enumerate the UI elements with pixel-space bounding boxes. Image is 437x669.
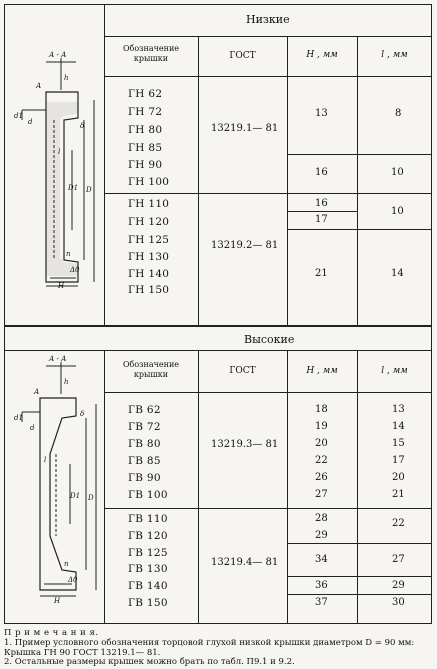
low-col-divider [357,36,358,326]
low-designation: ГН 85 [128,142,163,154]
drawing-section-label: А - А [49,355,67,363]
low-designation: ГН 100 [128,176,170,188]
high-gost-value: 13219.4— 81 [211,557,279,568]
drawing-label-D: D [86,186,92,194]
drawing-label-l: l [58,148,61,156]
high-designation: ГВ 130 [128,563,168,575]
low-gost-value: 13219.2— 81 [211,240,279,251]
high-designation: ГВ 140 [128,580,168,592]
drawing-label-a: А [36,82,42,90]
high-sub-rule [287,594,357,595]
high-designation: ГВ 100 [128,489,168,501]
high-h-value: 27 [315,489,328,500]
low-header-rule [104,76,432,77]
high-col-divider [357,350,358,624]
high-group-rule [104,508,432,509]
low-h-value: 16 [315,198,328,209]
low-l-value: 10 [391,206,404,217]
high-section-title: Высокие [244,333,295,346]
low-sub-rule [287,211,357,212]
low-designation: ГН 125 [128,234,170,246]
high-h-value: 28 [315,513,328,524]
notes-line-1: 1. Пример условного обозначения торцовой глухой низкой крышки диаметром D = 90 мм: [4,638,415,648]
low-gost-value: 13219.1— 81 [211,123,279,134]
high-designation: ГВ 85 [128,455,161,467]
high-l-value: 30 [392,597,405,608]
low-cover-drawing [6,50,106,290]
drawing-label-D1: D1 [70,492,81,500]
low-designation: ГН 140 [128,268,170,280]
high-designation: ГВ 90 [128,472,161,484]
high-col-divider [198,350,199,624]
high-l-value: 14 [392,421,405,432]
drawing-label-delta: δ [80,410,85,418]
high-designation: ГВ 62 [128,404,161,416]
drawing-label-d: d [30,424,35,432]
low-header-gost: ГОСТ [229,51,256,61]
high-designation: ГВ 72 [128,421,161,433]
low-col-divider [287,36,288,326]
drawing-label-delta: δ [80,122,85,130]
high-l-value: 20 [392,472,405,483]
low-designation: ГН 72 [128,106,163,118]
high-header-rule [104,392,432,393]
low-l-value: 8 [395,108,402,119]
drawing-label-D1: D1 [68,184,79,192]
drawing-label-h: h [64,74,69,82]
low-l-value: 10 [391,167,404,178]
high-sub-rule [357,576,432,577]
high-designation: ГВ 120 [128,530,168,542]
low-designation: ГН 120 [128,216,170,228]
high-h-value: 20 [315,438,328,449]
low-header-h: H , мм [306,50,338,60]
low-h-value: 13 [315,108,328,119]
drawing-label-d1: d1 [14,414,23,422]
low-h-value: 17 [315,214,328,225]
drawing-label-a: А [34,388,40,396]
high-sub-rule [287,543,357,544]
notes-line-2: Крышка ГН 90 ГОСТ 13219.1— 81. [4,648,161,658]
high-h-value: 29 [315,530,328,541]
low-l-value: 14 [391,268,404,279]
low-designation: ГН 62 [128,88,163,100]
high-col-divider [287,350,288,624]
high-designation: ГВ 150 [128,597,168,609]
high-l-value: 13 [392,404,405,415]
high-designation: ГВ 125 [128,547,168,559]
high-cover-drawing [6,354,106,604]
low-h-value: 21 [315,268,328,279]
high-header-gost: ГОСТ [229,366,256,376]
low-header-designation: Обозначение крышки [122,44,180,63]
low-title-rule [104,36,432,37]
high-designation: ГВ 80 [128,438,161,450]
high-h-value: 34 [315,554,328,565]
high-header-l: l , мм [381,366,408,376]
high-h-value: 36 [315,580,328,591]
low-designation: ГН 110 [128,198,170,210]
drawing-label-d1: d1 [14,112,23,120]
drawing-label-h: h [64,378,69,386]
drawing-label-H: H [54,597,61,604]
drawing-label-delta0: Δ0 [68,576,78,584]
high-sub-rule [357,543,432,544]
low-sub-rule [287,229,357,230]
high-h-value: 26 [315,472,328,483]
drawing-label-l: l [44,456,47,464]
drawing-label-n: n [64,560,69,568]
low-section-title: Низкие [246,13,290,26]
high-l-value: 21 [392,489,405,500]
high-h-value: 19 [315,421,328,432]
drawing-label-n: n [66,250,71,258]
high-l-value: 22 [392,518,405,529]
high-h-value: 18 [315,404,328,415]
low-group-rule [104,193,432,194]
high-sub-rule [287,576,357,577]
high-sub-rule [357,594,432,595]
low-sub-rule [287,154,357,155]
notes-line-3: 2. Остальные размеры крышек можно брать по табл. П9.1 и 9.2. [4,657,295,667]
low-col-divider [198,36,199,326]
high-l-value: 27 [392,554,405,565]
notes-heading: П р и м е ч а н и я. [4,628,99,638]
high-header-h: H , мм [306,366,338,376]
high-title-rule [4,350,432,351]
low-header-l: l , мм [381,50,408,60]
drawing-label-H: H [58,282,65,290]
low-designation: ГН 80 [128,124,163,136]
drawing-section-label: А - А [49,51,67,59]
drawing-label-delta0: Δ0 [70,266,80,274]
low-designation: ГН 130 [128,251,170,263]
high-designation: ГВ 110 [128,513,168,525]
high-h-value: 37 [315,597,328,608]
high-l-value: 29 [392,580,405,591]
high-h-value: 22 [315,455,328,466]
low-designation: ГН 90 [128,159,163,171]
drawing-label-d: d [28,118,33,126]
low-designation: ГН 150 [128,284,170,296]
low-sub-rule [357,229,432,230]
drawing-label-D: D [88,494,94,502]
low-h-value: 16 [315,167,328,178]
high-l-value: 17 [392,455,405,466]
high-l-value: 15 [392,438,405,449]
low-sub-rule [357,154,432,155]
high-gost-value: 13219.3— 81 [211,439,279,450]
high-header-designation: Обозначение крышки [122,360,180,379]
